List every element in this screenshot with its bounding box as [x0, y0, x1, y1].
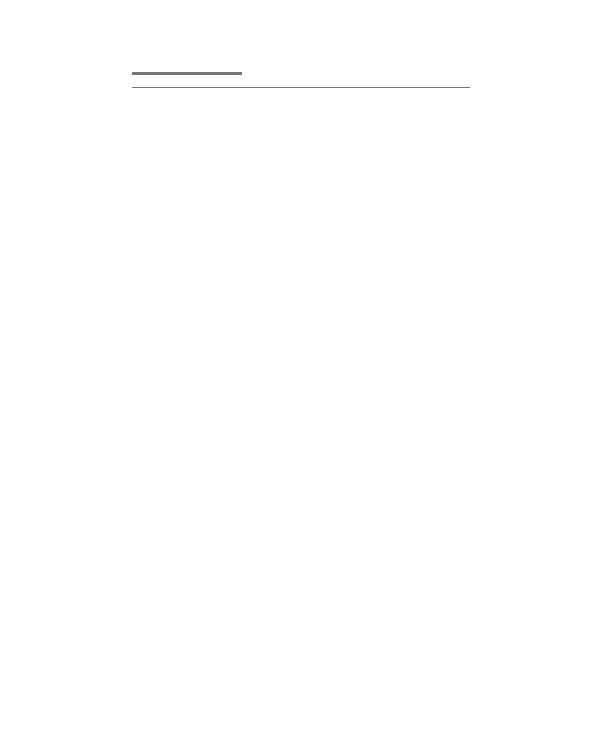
- running-head: [132, 58, 470, 88]
- running-head-bar: [132, 72, 242, 75]
- running-head-rule: [132, 87, 470, 88]
